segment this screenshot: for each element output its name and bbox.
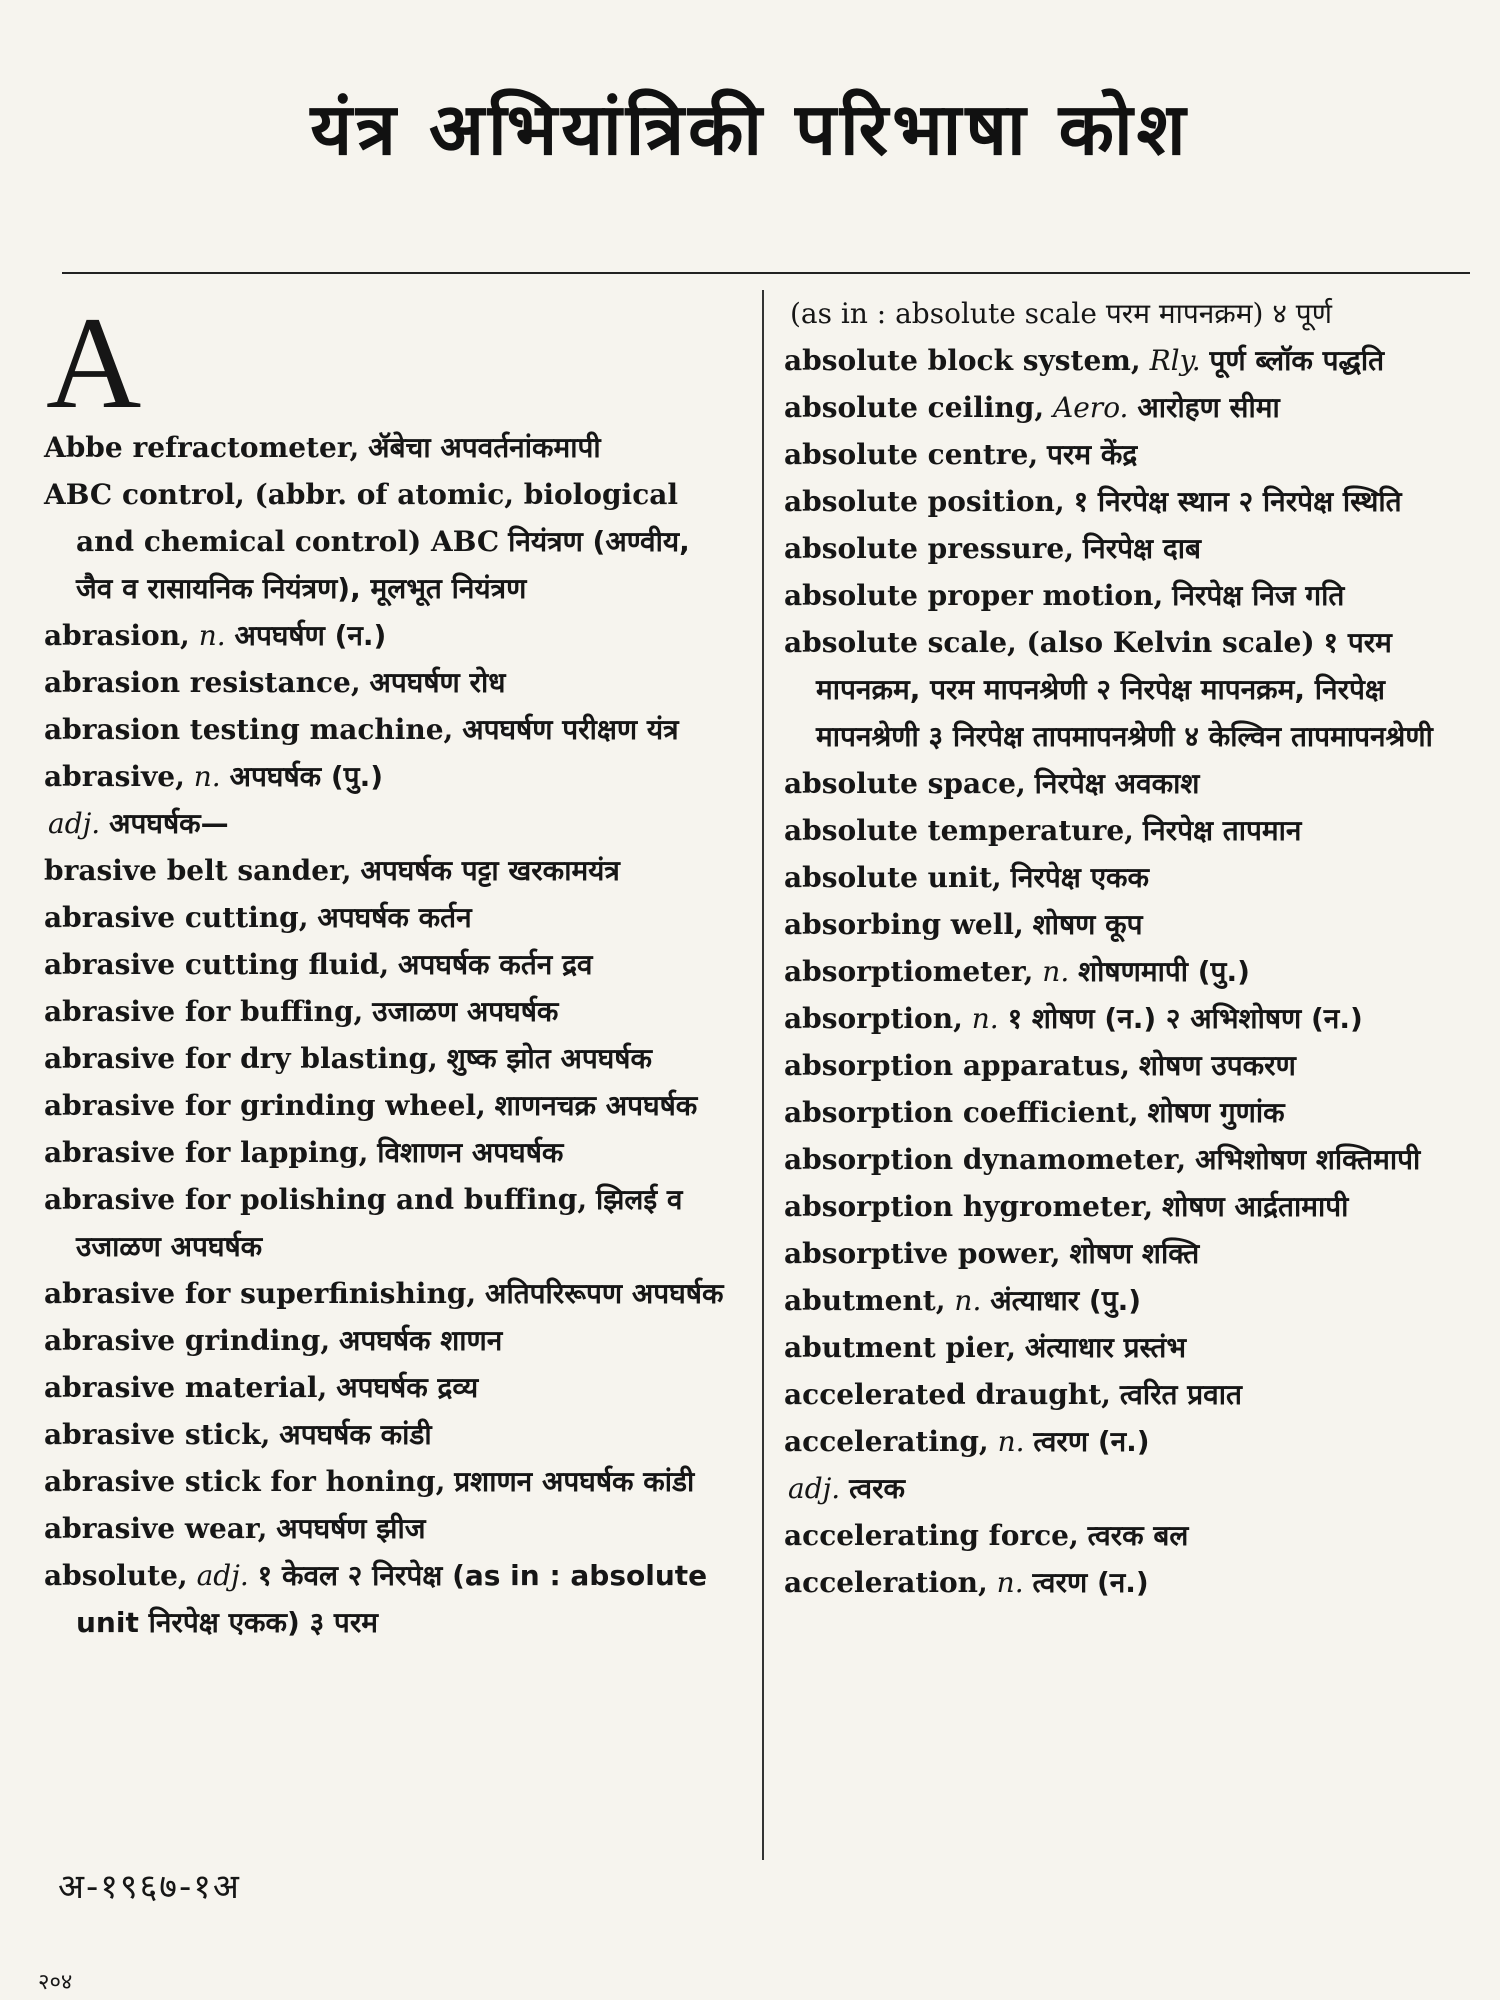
dictionary-entry [784, 572, 1470, 619]
entry-term: absorption, [784, 1002, 963, 1035]
dictionary-entry [44, 1270, 734, 1317]
entry-label: n. [1042, 955, 1070, 988]
entry-gloss: परम केंद्र [1047, 438, 1138, 471]
entry-term: brasive belt sander, [44, 854, 352, 887]
entry-label: n. [971, 1002, 999, 1035]
entry-gloss: शाणनचक्र अपघर्षक [494, 1089, 698, 1122]
entry-term: absolute ceiling, [784, 391, 1045, 424]
entry-gloss: अपघर्षक कर्तन द्रव [398, 948, 593, 981]
dictionary-entry [784, 337, 1470, 384]
page-title: यंत्र अभियांत्रिकी परिभाषा कोश [310, 87, 1190, 171]
entry-term: Abbe refractometer, [44, 431, 360, 464]
entry-term: absolute temperature, [784, 814, 1134, 847]
entry-gloss: प्रशाणन अपघर्षक कांडी [454, 1465, 695, 1498]
entry-label: Aero. [1053, 391, 1129, 424]
entry-term: absorption dynamometer, [784, 1143, 1187, 1176]
dictionary-entry [784, 1324, 1470, 1371]
entry-gloss: त्वरक बल [1087, 1519, 1189, 1552]
entry-term: absorptiometer, [784, 955, 1034, 988]
dictionary-entry [784, 901, 1470, 948]
dictionary-entry [44, 1364, 734, 1411]
entry-gloss: १ केवल २ निरपेक्ष (as in : absolute unit निरपेक्ष एकक) ३ परम [76, 1559, 708, 1639]
dictionary-entry [44, 471, 734, 612]
entry-gloss: शोषण उपकरण [1138, 1049, 1296, 1082]
entry-label: Rly. [1149, 344, 1201, 377]
dictionary-entry [44, 424, 734, 471]
entry-gloss: शोषण शक्ति [1069, 1237, 1200, 1270]
entry-term: absorptive power, [784, 1237, 1061, 1270]
dictionary-entry [44, 1458, 734, 1505]
dictionary-entry [784, 760, 1470, 807]
entry-gloss: शुष्क झोत अपघर्षक [446, 1042, 652, 1075]
right-entries [784, 290, 1470, 1606]
dictionary-entry [784, 290, 1470, 337]
entry-term: accelerating, [784, 1425, 989, 1458]
entry-label: n. [954, 1284, 982, 1317]
entry-gloss: निरपेक्ष एकक [1010, 861, 1150, 894]
dictionary-entry [784, 1230, 1470, 1277]
entry-term: absolute, [44, 1559, 188, 1592]
entry-gloss: १ निरपेक्ष स्थान २ निरपेक्ष स्थिति [1073, 485, 1402, 518]
dictionary-entry [44, 1505, 734, 1552]
entry-term: absolute space, [784, 767, 1026, 800]
dictionary-entry [44, 659, 734, 706]
entry-gloss: अपघर्षण रोध [369, 666, 506, 699]
page-number: २०४ [38, 1970, 73, 1995]
entry-term: abrasive wear, [44, 1512, 268, 1545]
entry-term: accelerated draught, [784, 1378, 1111, 1411]
entry-label: adj. [788, 1472, 841, 1505]
entry-gloss: अपघर्षण (न.) [234, 619, 387, 652]
dictionary-entry [44, 941, 734, 988]
entry-term: absorbing well, [784, 908, 1024, 941]
entry-gloss: अपघर्षक (पु.) [229, 760, 384, 793]
entry-gloss: त्वरण (न.) [1032, 1566, 1149, 1599]
entry-term: abrasive cutting fluid, [44, 948, 390, 981]
entry-gloss: अपघर्षक कर्तन [317, 901, 472, 934]
entry-label: n. [198, 619, 226, 652]
entry-term: abrasive for grinding wheel, [44, 1089, 486, 1122]
entry-term: absorption apparatus, [784, 1049, 1130, 1082]
entry-term: abrasive for buffing, [44, 995, 364, 1028]
entry-gloss: अपघर्षण परीक्षण यंत्र [462, 713, 679, 746]
entry-term: absorption hygrometer, [784, 1190, 1154, 1223]
entry-gloss: निरपेक्ष दाब [1082, 532, 1201, 565]
entry-term: abutment pier, [784, 1331, 1016, 1364]
entry-term: abrasive grinding, [44, 1324, 331, 1357]
dictionary-entry [784, 1277, 1470, 1324]
dictionary-entry [784, 995, 1470, 1042]
entry-gloss: त्वरण (न.) [1033, 1425, 1150, 1458]
dictionary-entry [784, 1183, 1470, 1230]
dictionary-entry [44, 1317, 734, 1364]
entry-term: absolute proper motion, [784, 579, 1164, 612]
entry-term: absorption coefficient, [784, 1096, 1139, 1129]
dictionary-entry [44, 1082, 734, 1129]
entry-gloss: ॲबेचा अपवर्तनांकमापी [368, 431, 601, 464]
dictionary-entry [784, 431, 1470, 478]
dictionary-entry [784, 478, 1470, 525]
dictionary-entry [784, 807, 1470, 854]
right-column [784, 290, 1470, 1606]
dictionary-entry [44, 847, 734, 894]
entry-gloss: १ परम मापनक्रम, परम मापनश्रेणी २ निरपेक्ष मापनक्रम, निरपेक्ष मापनश्रेणी ३ निरपेक्ष तापमापनश्रेणी ४ केल्विन तापमापनश्रेणी [816, 626, 1433, 753]
dictionary-entry [784, 619, 1470, 760]
entry-label: n. [997, 1425, 1025, 1458]
entry-term: abrasive for superfinishing, [44, 1277, 477, 1310]
dictionary-entry [44, 1129, 734, 1176]
entry-term: abrasive, [44, 760, 185, 793]
section-letter: A [46, 289, 142, 436]
entry-term: abrasive cutting, [44, 901, 309, 934]
footer-code: अ-१९६७-१अ [58, 1867, 241, 1907]
dictionary-entry [784, 1559, 1470, 1606]
entry-gloss: अपघर्षक शाणन [338, 1324, 503, 1357]
entry-gloss: शोषण कूप [1032, 908, 1143, 941]
entry-gloss: पूर्ण ब्लॉक पद्धति [1209, 344, 1385, 377]
entry-gloss: शोषणमापी (पु.) [1078, 955, 1250, 988]
entry-gloss: निरपेक्ष अवकाश [1034, 767, 1200, 800]
entry-gloss: अंत्याधार (पु.) [990, 1284, 1142, 1317]
entry-gloss: निरपेक्ष तापमान [1142, 814, 1302, 847]
entry-gloss: अपघर्षक— [109, 807, 229, 840]
entry-gloss: नियंत्रण (अण्वीय, जैव व रासायनिक नियंत्रण), मूलभूत नियंत्रण [76, 525, 690, 605]
dictionary-entry [44, 1176, 734, 1270]
dictionary-entry [784, 1512, 1470, 1559]
entry-gloss: शोषण आर्द्रतामापी [1162, 1190, 1349, 1223]
dictionary-entry [784, 1418, 1470, 1465]
dictionary-entry [784, 525, 1470, 572]
entry-label: adj. [48, 807, 101, 840]
entry-gloss: आरोहण सीमा [1137, 391, 1280, 424]
entry-term: abrasive for lapping, [44, 1136, 369, 1169]
entry-label: n. [996, 1566, 1024, 1599]
entry-label: n. [193, 760, 221, 793]
dictionary-entry [44, 1552, 734, 1646]
entry-term: abrasive material, [44, 1371, 328, 1404]
entry-gloss: अंत्याधार प्रस्तंभ [1024, 1331, 1187, 1364]
dictionary-entry [784, 384, 1470, 431]
entry-term: abrasive stick for honing, [44, 1465, 446, 1498]
dictionary-entry [784, 1042, 1470, 1089]
entry-term: absolute block system, [784, 344, 1141, 377]
entry-term: abrasion testing machine, [44, 713, 454, 746]
dictionary-entry [784, 854, 1470, 901]
entry-term: absolute position, [784, 485, 1065, 518]
left-column [44, 290, 734, 1646]
entry-term: abrasion resistance, [44, 666, 361, 699]
entry-term: abrasive for dry blasting, [44, 1042, 438, 1075]
entry-gloss: अतिपरिरूपण अपघर्षक [485, 1277, 724, 1310]
dictionary-entry [44, 706, 734, 753]
entry-gloss: अभिशोषण शक्तिमापी [1195, 1143, 1421, 1176]
column-divider [762, 290, 764, 1860]
dictionary-entry [44, 1411, 734, 1458]
dictionary-entry [44, 800, 734, 847]
entry-gloss: त्वरक [849, 1472, 906, 1505]
entry-gloss: अपघर्षक द्रव्य [336, 1371, 479, 1404]
dictionary-entry [44, 894, 734, 941]
entry-gloss: १ शोषण (न.) २ अभिशोषण (न.) [1007, 1002, 1363, 1035]
entry-term: acceleration, [784, 1566, 988, 1599]
entry-term: abrasive stick, [44, 1418, 271, 1451]
entry-term: absolute centre, [784, 438, 1039, 471]
entry-label: adj. [196, 1559, 249, 1592]
entry-term: accelerating force, [784, 1519, 1079, 1552]
left-entries [44, 424, 734, 1646]
entry-gloss: शोषण गुणांक [1147, 1096, 1285, 1129]
entry-term: absolute scale, (also Kelvin scale) [784, 626, 1315, 659]
entry-gloss: अपघर्षक कांडी [279, 1418, 432, 1451]
entry-term: abutment, [784, 1284, 946, 1317]
entry-term: ABC control, (abbr. of atomic, biological and chemical control) ABC [44, 478, 679, 558]
dictionary-entry [44, 612, 734, 659]
dictionary-entry [44, 1035, 734, 1082]
dictionary-entry [784, 1371, 1470, 1418]
dictionary-entry [784, 1136, 1470, 1183]
entry-gloss: उजाळण अपघर्षक [372, 995, 559, 1028]
title-rule [62, 272, 1470, 274]
entry-term: abrasive for polishing and buffing, [44, 1183, 588, 1216]
dictionary-entry [44, 988, 734, 1035]
entry-gloss: अपघर्षण झीज [276, 1512, 426, 1545]
dictionary-entry [44, 753, 734, 800]
entry-gloss: विशाणन अपघर्षक [377, 1136, 564, 1169]
entry-term: (as in : absolute scale परम मापनक्रम) ४ पूर्ण [790, 297, 1332, 330]
entry-term: absolute unit, [784, 861, 1002, 894]
entry-gloss: त्वरित प्रवात [1119, 1378, 1242, 1411]
dictionary-entry [784, 1465, 1470, 1512]
dictionary-entry [784, 1089, 1470, 1136]
entry-gloss: झिलई व उजाळण अपघर्षक [76, 1183, 683, 1263]
entry-gloss: निरपेक्ष निज गति [1172, 579, 1345, 612]
entry-term: absolute pressure, [784, 532, 1074, 565]
dictionary-entry [784, 948, 1470, 995]
entry-term: abrasion, [44, 619, 190, 652]
entry-gloss: अपघर्षक पट्टा खरकामयंत्र [360, 854, 620, 887]
